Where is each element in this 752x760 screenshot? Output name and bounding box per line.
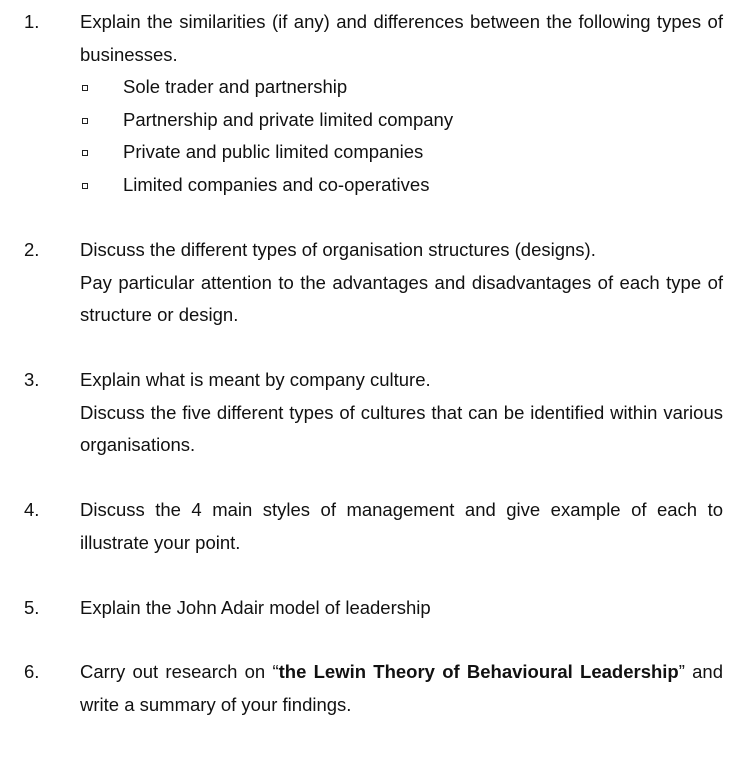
question-number: 1. [24, 11, 40, 32]
question-text-bold: the Lewin Theory of Behavioural Leadership [278, 661, 679, 682]
question-body [80, 656, 723, 721]
question-text-line: Discuss the different types of organisation structures (designs). [80, 239, 596, 260]
square-bullet-icon [82, 150, 88, 156]
list-item: Limited companies and co-operatives [80, 169, 723, 202]
question-body [80, 494, 723, 559]
question-text-line: Explain what is meant by company culture. [80, 369, 431, 390]
square-bullet-icon [82, 118, 88, 124]
square-bullet-icon [82, 85, 88, 91]
question-number: 6. [24, 661, 40, 682]
question-number: 2. [24, 239, 40, 260]
bullet-list [80, 71, 723, 201]
question-number: 5. [24, 597, 40, 618]
question-text-line: Pay particular attention to the advantages and disadvantages of each type of structure or design. [80, 271, 723, 326]
list-item: Partnership and private limited company [80, 104, 723, 137]
question-body [80, 6, 723, 202]
question-text-line: Discuss the five different types of cultures that can be identified within various organisations. [80, 401, 723, 456]
question-body [80, 234, 723, 332]
question-text: Explain the John Adair model of leadership [80, 597, 431, 618]
question-text-post: ” and write a summary of your findings. [80, 661, 724, 715]
question-body [80, 592, 723, 625]
list-item: Private and public limited companies [80, 136, 723, 169]
question-text-pre: Carry out research on “ [80, 661, 279, 682]
list-item: Sole trader and partnership [80, 71, 723, 104]
question-number: 4. [24, 499, 40, 520]
question-text: Explain the similarities (if any) and differences between the following types of businesses. [80, 11, 723, 65]
question-number: 3. [24, 369, 40, 390]
question-text: Discuss the 4 main styles of management and give example of each to illustrate your point. [80, 499, 723, 553]
square-bullet-icon [82, 183, 88, 189]
question-body [80, 364, 723, 462]
